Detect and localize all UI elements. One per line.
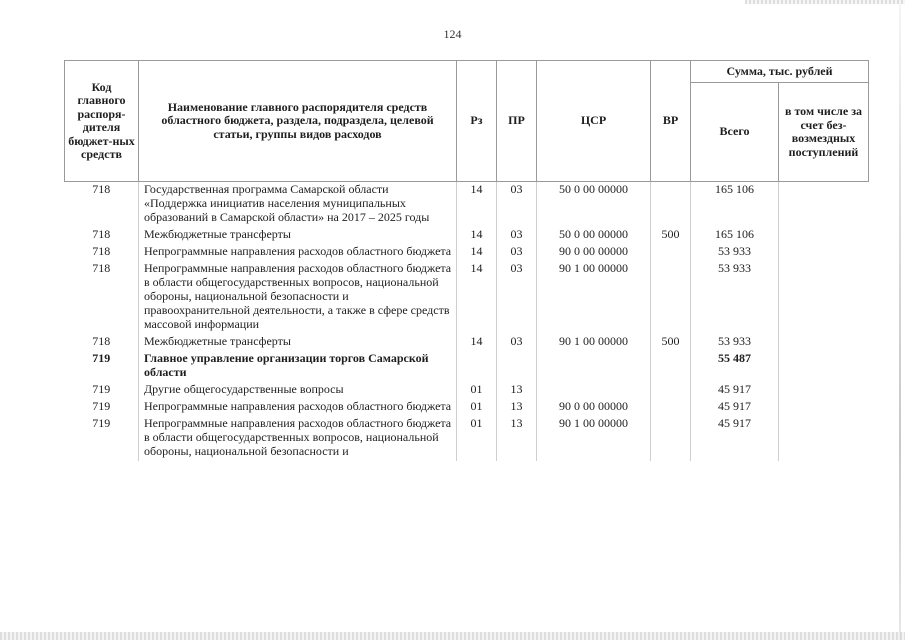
- header-rz: Рз: [457, 61, 497, 182]
- cell-incl: [779, 182, 869, 228]
- cell-name: Межбюджетные трансферты: [139, 227, 457, 244]
- cell-incl: [779, 351, 869, 382]
- cell-name: Государственная программа Самарской области «Поддержка инициатив населения муниципальных образований в Самарской области» на 2017 – 2025 годы: [139, 182, 457, 228]
- cell-rz: [457, 351, 497, 382]
- cell-rz: 14: [457, 244, 497, 261]
- cell-total: 53 933: [691, 334, 779, 351]
- cell-vr: [651, 244, 691, 261]
- cell-incl: [779, 382, 869, 399]
- cell-csr: 50 0 00 00000: [537, 182, 651, 228]
- cell-csr: 90 0 00 00000: [537, 244, 651, 261]
- cell-total: 165 106: [691, 227, 779, 244]
- cell-incl: [779, 227, 869, 244]
- scan-edge-right: [899, 0, 901, 640]
- cell-name: Непрограммные направления расходов областного бюджета: [139, 399, 457, 416]
- cell-rz: 14: [457, 182, 497, 228]
- cell-vr: [651, 182, 691, 228]
- cell-csr: 90 1 00 00000: [537, 261, 651, 334]
- cell-pr: 13: [497, 399, 537, 416]
- header-sum: Сумма, тыс. рублей: [691, 61, 869, 83]
- table-row: [65, 244, 869, 261]
- table-row: [65, 261, 869, 334]
- cell-name: Другие общегосударственные вопросы: [139, 382, 457, 399]
- cell-code: 719: [92, 416, 111, 430]
- cell-rz: 14: [457, 227, 497, 244]
- cell-incl: [779, 399, 869, 416]
- cell-total: 53 933: [691, 244, 779, 261]
- cell-csr: 90 1 00 00000: [537, 334, 651, 351]
- header-name: Наименование главного распорядителя средств областного бюджета, раздела, подраздела, целевой статьи, группы видов расходов: [139, 61, 457, 182]
- budget-table-container: [64, 60, 868, 461]
- cell-csr: [537, 351, 651, 382]
- header-incl: в том числе за счет без-возмездных поступлений: [779, 83, 869, 182]
- cell-name: Непрограммные направления расходов областного бюджета: [139, 244, 457, 261]
- cell-pr: [497, 351, 537, 382]
- cell-pr: 13: [497, 382, 537, 399]
- cell-incl: [779, 416, 869, 461]
- cell-rz: 01: [457, 382, 497, 399]
- table-body: [65, 182, 869, 462]
- table-row: [65, 382, 869, 399]
- budget-table: [64, 60, 869, 461]
- cell-code: 719: [92, 399, 111, 413]
- cell-code: 718: [92, 261, 111, 275]
- cell-code: 718: [92, 334, 111, 348]
- cell-code: 718: [92, 244, 111, 258]
- cell-rz: 14: [457, 261, 497, 334]
- table-row: [65, 351, 869, 382]
- cell-total: 165 106: [691, 182, 779, 228]
- cell-total: 55 487: [691, 351, 779, 382]
- cell-csr: 90 0 00 00000: [537, 399, 651, 416]
- cell-rz: 01: [457, 399, 497, 416]
- table-row: [65, 416, 869, 461]
- cell-csr: 90 1 00 00000: [537, 416, 651, 461]
- cell-total: 45 917: [691, 382, 779, 399]
- scan-edge-top: [745, 0, 905, 4]
- cell-pr: 03: [497, 182, 537, 228]
- cell-total: 53 933: [691, 261, 779, 334]
- cell-rz: 01: [457, 416, 497, 461]
- cell-pr: 03: [497, 244, 537, 261]
- cell-code: 719: [92, 351, 111, 365]
- cell-total: 45 917: [691, 416, 779, 461]
- cell-name: Непрограммные направления расходов областного бюджета в области общегосударственных вопросов, национальной обороны, национальной безопасности и: [139, 416, 457, 461]
- cell-pr: 03: [497, 227, 537, 244]
- cell-vr: 500: [651, 227, 691, 244]
- cell-vr: [651, 416, 691, 461]
- cell-vr: [651, 399, 691, 416]
- cell-rz: 14: [457, 334, 497, 351]
- table-row: [65, 227, 869, 244]
- table-row: [65, 399, 869, 416]
- cell-name: Межбюджетные трансферты: [139, 334, 457, 351]
- cell-code: 719: [92, 382, 111, 396]
- cell-incl: [779, 334, 869, 351]
- header-total: Всего: [691, 83, 779, 182]
- table-row: [65, 182, 869, 228]
- cell-vr: [651, 351, 691, 382]
- cell-code: 718: [92, 227, 111, 241]
- cell-vr: 500: [651, 334, 691, 351]
- cell-code: 718: [92, 182, 111, 196]
- header-csr: ЦСР: [537, 61, 651, 182]
- cell-csr: [537, 382, 651, 399]
- cell-csr: 50 0 00 00000: [537, 227, 651, 244]
- header-code: Код главного распоря-дителя бюджет-ных средств: [65, 61, 139, 182]
- table-row: [65, 334, 869, 351]
- scan-edge-bottom: [0, 632, 905, 640]
- cell-vr: [651, 382, 691, 399]
- cell-total: 45 917: [691, 399, 779, 416]
- cell-incl: [779, 261, 869, 334]
- header-pr: ПР: [497, 61, 537, 182]
- cell-vr: [651, 261, 691, 334]
- cell-pr: 03: [497, 334, 537, 351]
- cell-incl: [779, 244, 869, 261]
- cell-pr: 13: [497, 416, 537, 461]
- cell-pr: 03: [497, 261, 537, 334]
- header-vr: ВР: [651, 61, 691, 182]
- cell-name: Непрограммные направления расходов областного бюджета в области общегосударственных вопросов, национальной обороны, национальной безопасности и правоохранительной деятельности, а также в сфере средств массовой информации: [139, 261, 457, 334]
- table-header: [65, 61, 869, 182]
- page-number: 124: [443, 27, 462, 41]
- cell-name: Главное управление организации торгов Самарской области: [139, 351, 457, 382]
